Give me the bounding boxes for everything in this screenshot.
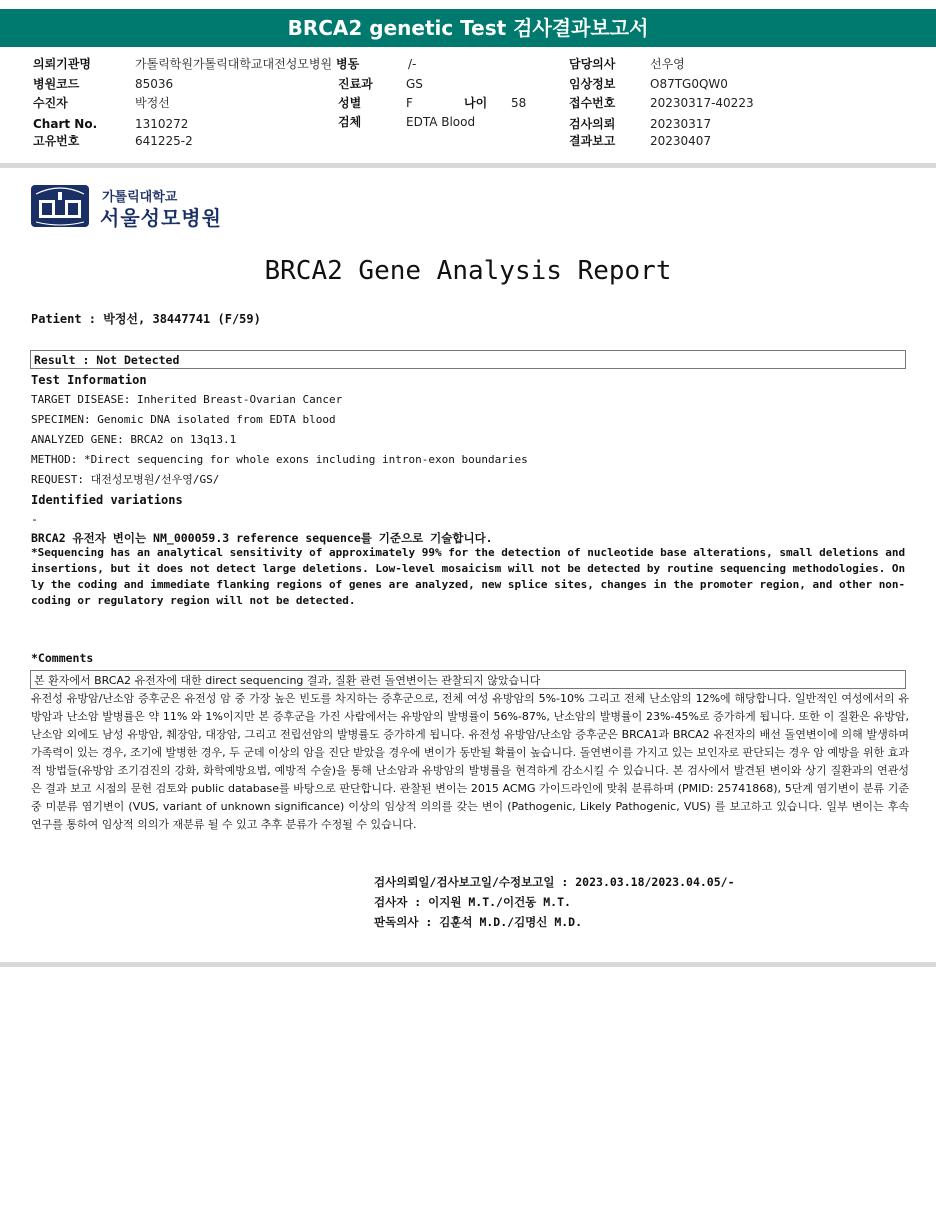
report-title: BRCA2 Gene Analysis Report [264, 256, 672, 286]
signature-tester: 검사자 : 이지원 M.T./이건동 M.T. [374, 895, 571, 909]
value-ward: /- [408, 57, 417, 71]
value-institution: 가톨릭학원가톨릭대학교대전성모병원 [135, 57, 333, 71]
label-hospital-code: 병원코드 [33, 77, 80, 91]
logo-university-text: 가톨릭대학교 [102, 190, 178, 205]
value-request-date: 20230317 [650, 117, 712, 131]
identified-heading: Identified variations [31, 493, 183, 507]
header-divider [0, 163, 936, 168]
value-patient: 박정선 [135, 96, 170, 110]
test-info-heading: Test Information [31, 373, 147, 387]
value-age: 58 [511, 96, 527, 110]
label-doctor: 담당의사 [569, 57, 616, 71]
logo-hospital-text: 서울성모병원 [100, 206, 222, 230]
footer-divider [0, 962, 936, 967]
patient-line: Patient : 박정선, 38447741 (F/59) [31, 312, 261, 326]
hospital-logo [30, 184, 230, 228]
value-sex: F [406, 96, 413, 110]
reference-note: BRCA2 유전자 변이는 NM_000059.3 reference sequence를 기준으로 기술합니다. [31, 531, 493, 545]
label-specimen: 검체 [338, 115, 362, 129]
label-report-date: 결과보고 [569, 134, 616, 148]
test-info-method: METHOD: *Direct sequencing for whole exons including intron-exon boundaries [31, 453, 528, 466]
comments-heading: *Comments [31, 651, 94, 665]
signature-dates: 검사의뢰일/검사보고일/수정보고일 : 2023.03.18/2023.04.05/- [374, 875, 735, 889]
comments-body: 유전성 유방암/난소암 증후군은 유전성 암 중 가장 높은 빈도를 차지하는 증후군으로, 전체 여성 유방암의 5%-10% 그리고 전체 난소암의 12%에 해당합니다. 일반적인 여성에서의 유방암과 난소암 발병률은 약 11% 와 1%이지만 본 증후군을 가진 사람에서는 유방암의 발병률이 56%-87%, 난소암의 발병률이 23%-45%로 증가하게 됩니다. 또한 이 질환은 유방암, 난소암 외에도 남성 유방암, 췌장암, 대장암, 그리고 전립선암의 발병률도 증가하게 됩니다. 유전성 유방암/난소암 증후군은 BRCA1과 BRCA2 유전자의 배선 돌연변이에 의해 발생하며 가족력이 있는 경우, 조기에 발병한 경우, 두 군데 이상의 암을 진단 받았을 경우에 변이가 동반될 확률이 높습니다. 돌연변이를 가지고 있는 보인자로 판단되는 경우 암 예방을 위한 효과적 방법들(유방암 조기검진의 강화, 화학예방요법, 예방적 수술)을 통해 난소암과 유방암의 발병률을 현격하게 감소시킬 수 있습니다. 본 검사에서 발견된 변이와 상기 질환과의 연관성은 결과 보고 시점의 문헌 검토와 public database를 바탕으로 판단합니다. 관찰된 변이는 2015 ACMG 가이드라인에 맞춰 분류하며 (PMID: 25741868), 5단계 염기변이 분류 기준 중 미분류 염기변이 (VUS, variant of unknown significance) 이상의 임상적 의의를 갖는 변이 (Pathogenic, Likely Pathogenic, VUS) 를 보고하고 있습니다. 일부 변이는 후속 연구를 통하여 임상적 의의가 재분류 될 수 있고 추후 분류가 수정될 수 있습니다. [31, 692, 909, 831]
value-chart-no: 1310272 [135, 117, 189, 131]
label-chart-no: Chart No. [33, 117, 98, 131]
value-report-date: 20230407 [650, 134, 712, 148]
test-info-gene: ANALYZED GENE: BRCA2 on 13q13.1 [31, 433, 237, 446]
test-info-specimen: SPECIMEN: Genomic DNA isolated from EDTA blood [31, 413, 336, 426]
label-department: 진료과 [338, 77, 373, 91]
report-title-bar: BRCA2 genetic Test 검사결과보고서 [0, 9, 936, 47]
label-ward: 병동 [336, 57, 360, 71]
identified-value: - [31, 512, 38, 526]
label-unique-no: 고유번호 [33, 134, 80, 148]
test-info-request: REQUEST: 대전성모병원/선우영/GS/ [31, 473, 220, 486]
label-request-date: 검사의뢰 [569, 117, 616, 131]
value-unique-no: 641225-2 [135, 134, 193, 148]
label-age: 나이 [464, 96, 488, 110]
sequencing-note: *Sequencing has an analytical sensitivity of approximately 99% for the detection of nucleotide base alterations, small deletions and insertions, but it does not detect large deletions. Low-level mosaicism will not be detected by routine sequencing methodologies. Only the coding and immediate flanking regions of genes are analyzed, new splice sites, changes in the promoter region, and other non-coding or regulatory region will not be detected. [31, 546, 906, 607]
value-specimen: EDTA Blood [406, 115, 476, 129]
comments-summary-box: 본 환자에서 BRCA2 유전자에 대한 direct sequencing 결과, 질환 관련 돌연변이는 관찰되지 않았습니다 [30, 670, 906, 689]
result-box: Result : Not Detected [30, 350, 906, 369]
signature-reader: 판독의사 : 김훈석 M.D./김명신 M.D. [374, 915, 583, 929]
label-receipt-no: 접수번호 [569, 96, 616, 110]
value-receipt-no: 20230317-40223 [650, 96, 754, 110]
label-sex: 성별 [338, 96, 362, 110]
value-clinical-info: O87TG0QW0 [650, 77, 728, 91]
label-patient: 수진자 [33, 96, 68, 110]
catholic-seal-icon [30, 184, 90, 228]
label-clinical-info: 임상정보 [569, 77, 616, 91]
value-doctor: 선우영 [650, 57, 685, 71]
value-department: GS [406, 77, 423, 91]
value-hospital-code: 85036 [135, 77, 174, 91]
label-institution: 의뢰기관명 [33, 57, 91, 71]
test-info-target: TARGET DISEASE: Inherited Breast-Ovarian Cancer [31, 393, 343, 406]
